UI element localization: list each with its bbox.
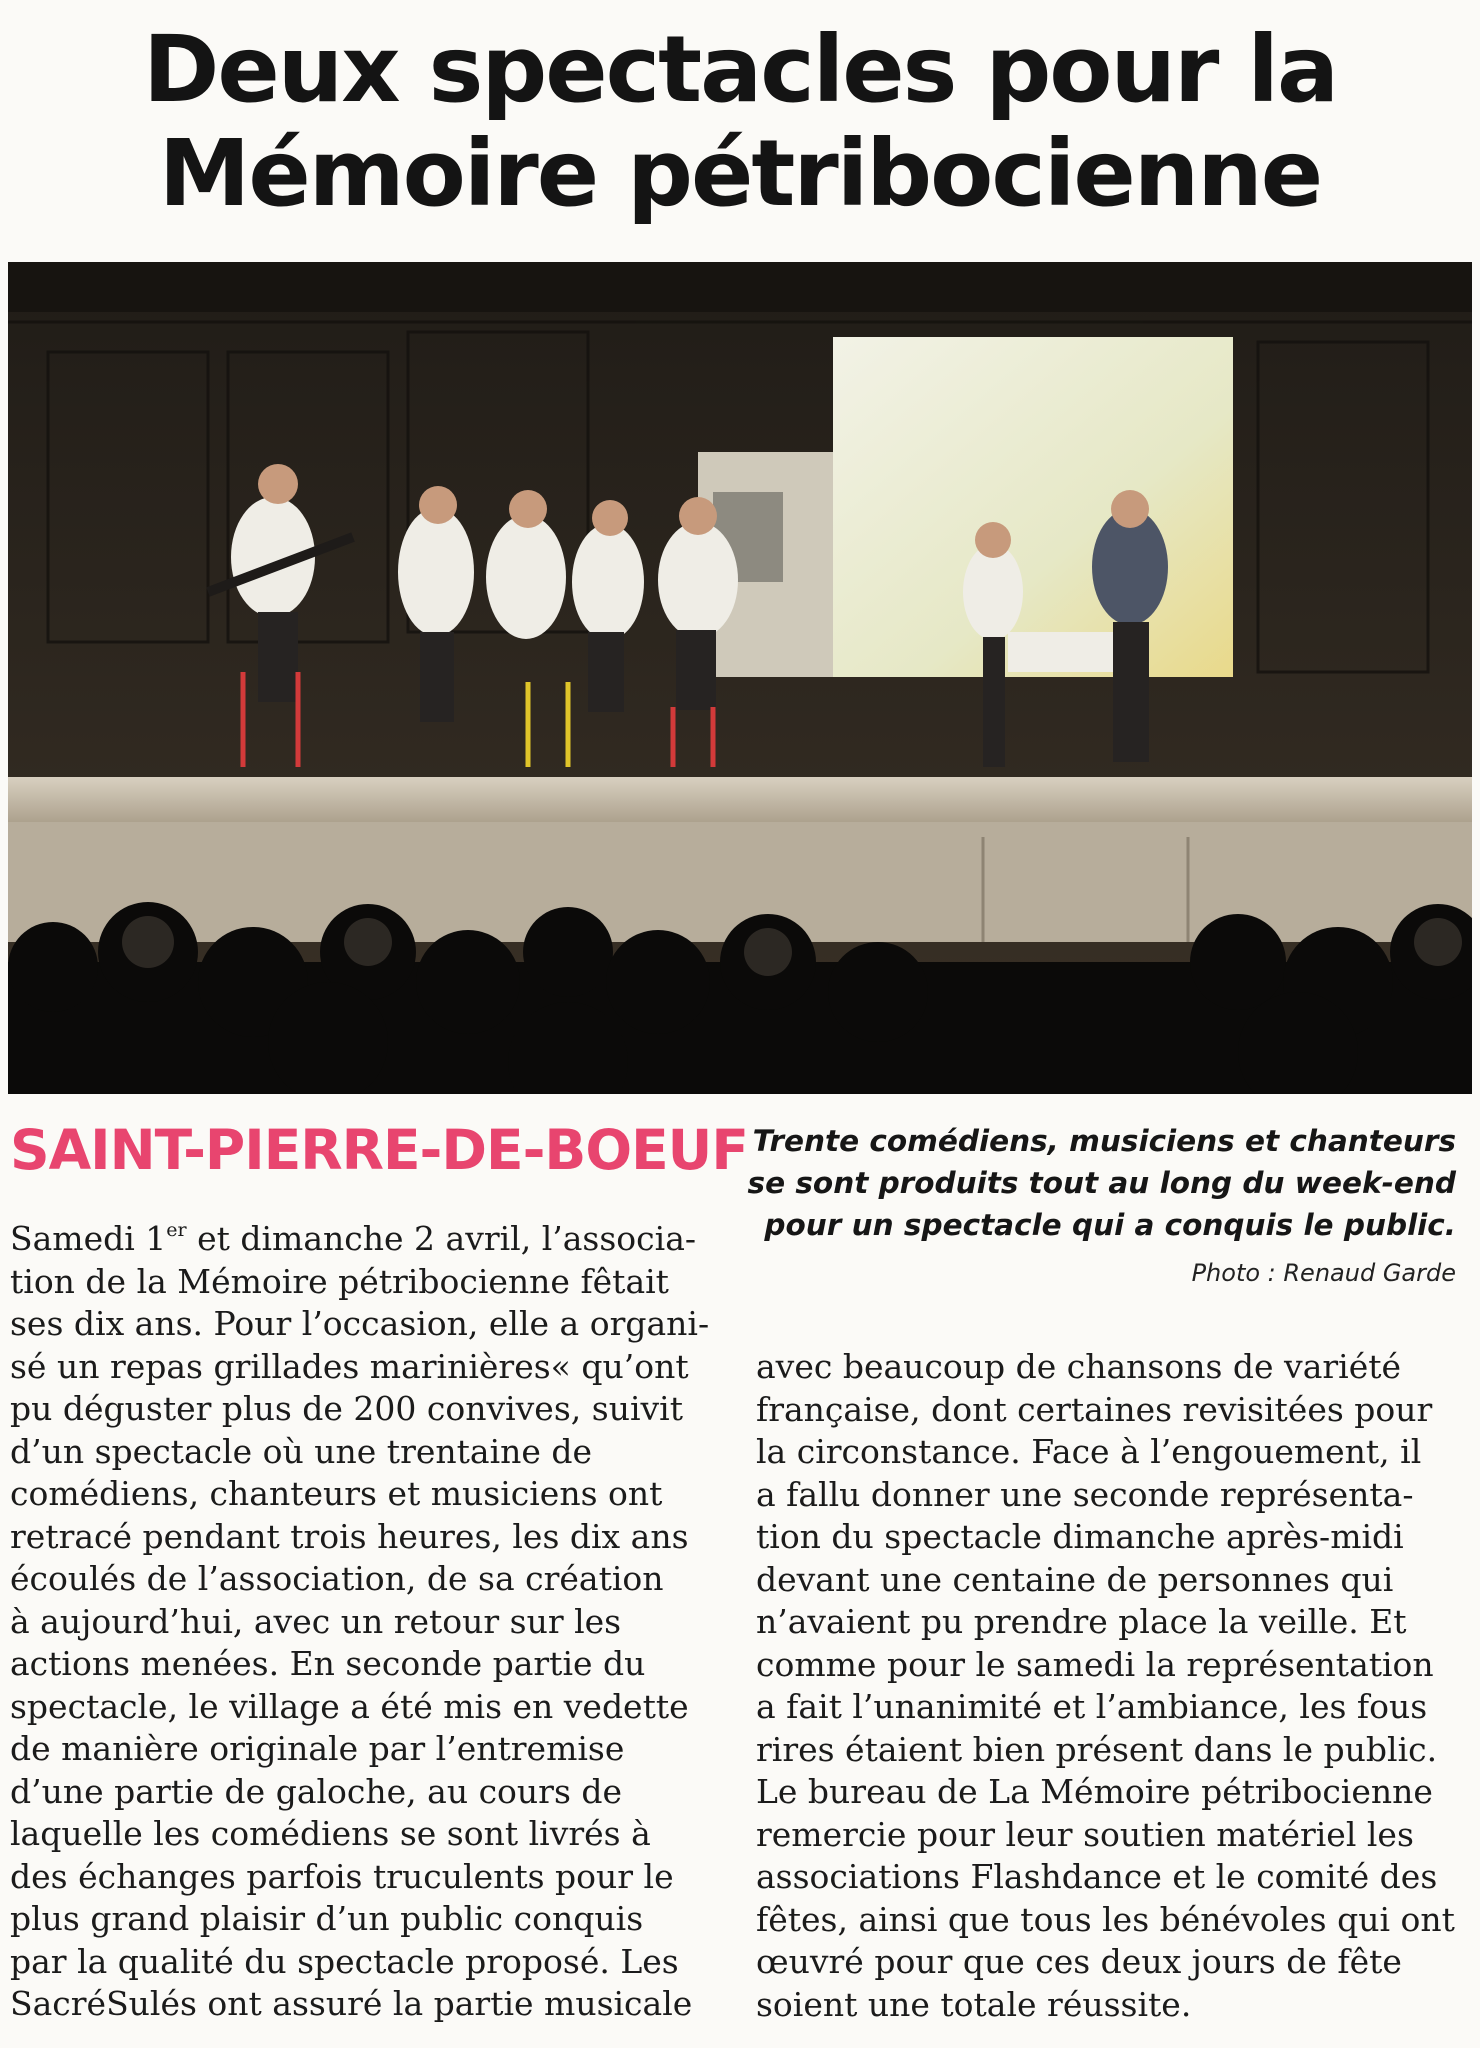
body-line: associations Flashdance et le comité des — [756, 1857, 1438, 1896]
body-line: écoulés de l’association, de sa création — [10, 1559, 664, 1598]
caption-line: pour un spectacle qui a conquis le public. — [764, 1208, 1456, 1242]
headline-line-1: Deux spectacles pour la — [142, 16, 1338, 123]
body-line: rires étaient bien présent dans le public. — [756, 1729, 1438, 1769]
body-line: a fallu donner une seconde représenta- — [756, 1474, 1414, 1514]
body-line: a fait l’unanimité et l’ambiance, les fous — [756, 1687, 1428, 1726]
body-line: Le bureau de La Mémoire pétribocienne — [756, 1772, 1433, 1811]
body-line: des échanges parfois truculents pour le — [10, 1856, 674, 1896]
article-column-1 — [10, 1218, 710, 2026]
body-line — [10, 1218, 710, 1261]
photo-caption — [736, 1120, 1456, 1246]
body-line: de manière originale par l’entremise — [10, 1729, 625, 1768]
body-line: la circonstance. Face à l’engouement, il — [756, 1432, 1422, 1471]
body-line: pu déguster plus de 200 convives, suivit — [10, 1389, 683, 1428]
body-line: fêtes, ainsi que tous les bénévoles qui ont — [756, 1899, 1455, 1939]
stage-photo-illustration — [8, 262, 1472, 1094]
body-line: spectacle, le village a été mis en vedette — [10, 1686, 689, 1726]
body-line: actions menées. En seconde partie du — [10, 1644, 646, 1683]
article-photo — [8, 262, 1472, 1094]
body-line: œuvré pour que ces deux jours de fête — [756, 1942, 1402, 1981]
body-line: tion du spectacle dimanche après-midi — [756, 1517, 1404, 1556]
body-line: laquelle les comédiens se sont livrés à — [10, 1814, 651, 1853]
caption-line: Trente comédiens, musiciens et chanteurs — [752, 1124, 1456, 1158]
body-line: d’un spectacle où une trentaine de — [10, 1431, 593, 1471]
headline-line-2: Mémoire pétribocienne — [158, 120, 1322, 227]
body-line: à aujourd’hui, avec un retour sur les — [10, 1601, 622, 1641]
caption-line: se sont produits tout au long du week-end — [747, 1166, 1456, 1200]
body-line: plus grand plaisir d’un public conquis — [10, 1899, 644, 1938]
headline — [0, 18, 1480, 226]
body-line: comme pour le samedi la représentation — [756, 1644, 1434, 1684]
photo-credit: Photo : Renaud Garde — [1191, 1259, 1456, 1287]
body-line: sé un repas grillades marinières« qu’ont — [10, 1346, 689, 1386]
body-line: par la qualité du spectacle proposé. Les — [10, 1941, 679, 1981]
body-line: comédiens, chanteurs et musiciens ont — [10, 1474, 663, 1513]
ordinal-superscript: er — [166, 1219, 187, 1241]
body-line: devant une centaine de personnes qui — [756, 1559, 1394, 1599]
body-line: retracé pendant trois heures, les dix ans — [10, 1516, 689, 1556]
body-line: d’une partie de galoche, au cours de — [10, 1771, 623, 1811]
body-line: n’avaient pu prendre place la veille. Et — [756, 1602, 1407, 1641]
body-line: française, dont certaines revisitées pour — [756, 1389, 1433, 1429]
location-heading: SAINT-PIERRE-DE-BOEUF — [10, 1118, 748, 1182]
body-line: soient une totale réussite. — [756, 1984, 1192, 2024]
body-line: avec beaucoup de chansons de variété — [756, 1347, 1402, 1386]
body-text: et dimanche 2 avril, l’associa- — [186, 1219, 697, 1258]
body-line: SacréSulés ont assuré la partie musicale — [10, 1984, 693, 2023]
body-line: tion de la Mémoire pétribocienne fêtait — [10, 1261, 669, 1301]
article-column-2 — [756, 1346, 1456, 2026]
body-line: remercie pour leur soutien matériel les — [756, 1814, 1414, 1854]
date-text: Samedi 1 — [10, 1219, 167, 1258]
projection-screen — [833, 337, 1233, 677]
body-line: ses dix ans. Pour l’occasion, elle a organi- — [10, 1304, 710, 1343]
